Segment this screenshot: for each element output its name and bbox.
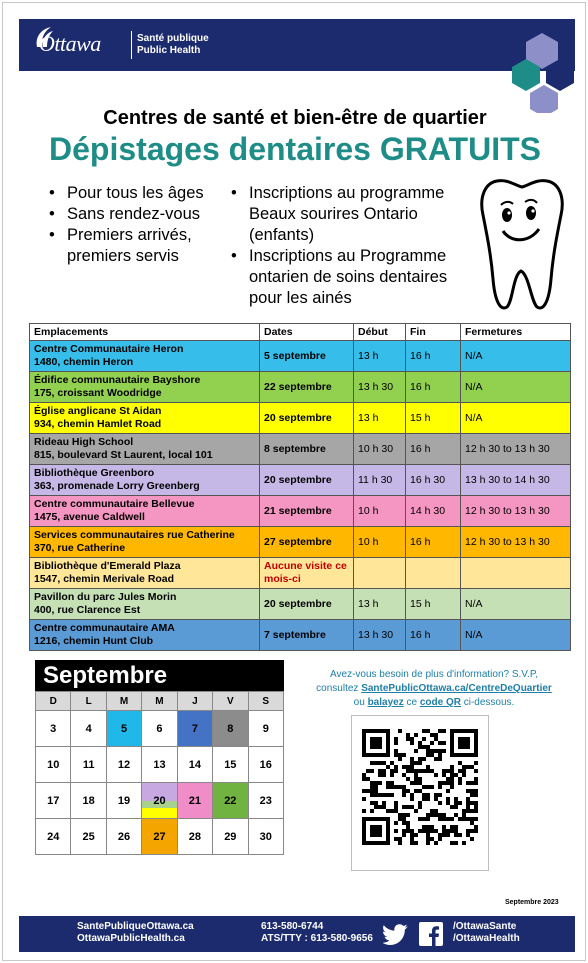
start-cell: 13 h 30: [354, 372, 406, 403]
location-cell: [30, 527, 260, 558]
table-header-row: [30, 324, 571, 341]
calendar-day: [106, 711, 141, 747]
footer-phones: [261, 921, 373, 945]
org-name: [137, 33, 209, 57]
calendar-body: [36, 711, 284, 855]
org-line-en: Public Health: [137, 45, 201, 56]
footer-social-fr[interactable]: /OttawaSante: [453, 921, 517, 932]
headline: Dépistages dentaires GRATUITS: [49, 131, 541, 167]
closures-cell: N/A: [461, 620, 571, 651]
calendar-day: [36, 819, 71, 855]
calendar-month-title: Septembre: [35, 660, 284, 691]
calendar: [35, 660, 284, 855]
table-row: [30, 372, 571, 403]
table-row: [30, 527, 571, 558]
calendar-day: [177, 747, 212, 783]
facebook-icon[interactable]: [419, 922, 443, 946]
weekday-label: J: [177, 692, 212, 711]
info-line-3: ou balayez ce code QR ci-dessous.: [353, 697, 515, 708]
location-address: 1475, avenue Caldwell: [34, 511, 145, 523]
calendar-week-row: [36, 783, 284, 819]
location-name: Centre communautaire AMA: [34, 622, 175, 634]
location-address: 1216, chemin Hunt Club: [34, 635, 154, 647]
location-cell: [30, 434, 260, 465]
date-cell: 8 septembre: [260, 434, 354, 465]
hexagon-decoration-icon: [508, 33, 576, 113]
location-name: Centre communautaire Bellevue: [34, 498, 195, 510]
calendar-day: [142, 783, 177, 819]
calendar-day-number: 3: [50, 722, 57, 735]
qr-code-frame: [351, 715, 489, 871]
calendar-day-number: 29: [224, 830, 237, 843]
footer-phone: 613-580-6744: [261, 921, 324, 932]
twitter-icon[interactable]: [383, 923, 409, 945]
table-row: [30, 341, 571, 372]
calendar-day-number: 18: [82, 794, 95, 807]
calendar-day: [106, 747, 141, 783]
calendar-day-number: 10: [47, 758, 60, 771]
end-cell: 16 h: [406, 527, 461, 558]
calendar-day-number: 24: [47, 830, 60, 843]
calendar-day: [248, 747, 283, 783]
date-cell: 20 septembre: [260, 589, 354, 620]
date-cell: 27 septembre: [260, 527, 354, 558]
calendar-day-number: 12: [117, 758, 131, 771]
footer-websites: [77, 921, 194, 945]
calendar-day: [142, 711, 177, 747]
location-cell: [30, 620, 260, 651]
calendar-day-number: 22: [224, 794, 237, 807]
location-address: 370, rue Catherine: [34, 542, 126, 554]
calendar-day-number: 30: [259, 830, 272, 843]
weekday-label: M: [142, 692, 177, 711]
location-cell: [30, 403, 260, 434]
footer-social-en[interactable]: /OttawaHealth: [453, 933, 520, 944]
calendar-day-number: 11: [82, 758, 95, 771]
location-address: 363, promenade Lorry Greenberg: [34, 480, 200, 492]
calendar-day: [106, 819, 141, 855]
calendar-day: [71, 819, 106, 855]
schedule-table: [29, 323, 571, 651]
calendar-grid: [35, 691, 284, 855]
column-header-locations: Emplacements: [30, 324, 260, 341]
closures-cell: 12 h 30 to 13 h 30: [461, 434, 571, 465]
calendar-day: [177, 711, 212, 747]
location-name: Bibliothèque d'Emerald Plaza: [34, 560, 181, 572]
calendar-day-number: 14: [188, 758, 202, 771]
closures-cell: 12 h 30 to 13 h 30: [461, 527, 571, 558]
start-cell: 13 h: [354, 589, 406, 620]
org-line-fr: Santé publique: [137, 33, 209, 44]
calendar-day-number: 17: [47, 794, 60, 807]
calendar-day: [36, 747, 71, 783]
closures-cell: N/A: [461, 403, 571, 434]
calendar-week-row: [36, 747, 284, 783]
end-cell: 16 h: [406, 341, 461, 372]
header-banner: [19, 19, 575, 71]
location-address: 934, chemin Hamlet Road: [34, 418, 162, 430]
column-header-closures: Fermetures: [461, 324, 571, 341]
calendar-day: [36, 711, 71, 747]
calendar-weekday-row: [36, 692, 284, 711]
location-address: 1547, chemin Merivale Road: [34, 573, 175, 585]
closures-cell: N/A: [461, 589, 571, 620]
page-title: Centres de santé et bien-être de quartier: [103, 107, 487, 129]
bullet-list-right: [229, 183, 469, 309]
calendar-day-number: 23: [259, 794, 272, 807]
weekday-label: L: [71, 692, 106, 711]
day-color-band: [142, 808, 176, 818]
location-name: Église anglicane St Aidan: [34, 405, 162, 417]
calendar-day-number: 9: [262, 722, 269, 735]
location-name: Bibliothèque Greenboro: [34, 467, 155, 479]
logo-divider: [131, 31, 132, 59]
location-name: Services communautaires rue Catherine: [34, 529, 235, 541]
start-cell: [354, 558, 406, 589]
closures-cell: 12 h 30 to 13 h 30: [461, 496, 571, 527]
location-name: Rideau High School: [34, 436, 134, 448]
date-cell: 5 septembre: [260, 341, 354, 372]
flyer-page: [2, 2, 586, 961]
calendar-day-number: 13: [153, 758, 166, 771]
info-line-1: Avez-vous besoin de plus d'information? S.V.P,: [330, 669, 538, 680]
closures-cell: 13 h 30 to 14 h 30: [461, 465, 571, 496]
info-line-2: consultez SantePublicOttawa.ca/CentreDeQuartier: [316, 683, 552, 694]
bullet-item: • Inscriptions au programme Beaux sourires Ontario (enfants): [229, 183, 469, 246]
end-cell: 16 h: [406, 434, 461, 465]
weekday-label: M: [106, 692, 141, 711]
end-cell: 16 h: [406, 372, 461, 403]
location-address: 175, croissant Woodridge: [34, 387, 162, 399]
calendar-day: [213, 783, 248, 819]
date-cell: 22 septembre: [260, 372, 354, 403]
start-cell: 13 h: [354, 341, 406, 372]
end-cell: 15 h: [406, 403, 461, 434]
footer-website-en[interactable]: OttawaPublicHealth.ca: [77, 933, 185, 944]
calendar-day-number: 5: [120, 722, 128, 735]
website-link[interactable]: SantePublicOttawa.ca/CentreDeQuartier: [361, 683, 552, 694]
calendar-day: [213, 711, 248, 747]
calendar-day: [142, 819, 177, 855]
calendar-day-number: 20: [153, 794, 166, 807]
calendar-day-number: 8: [227, 722, 234, 735]
calendar-day: [71, 783, 106, 819]
end-cell: 15 h: [406, 589, 461, 620]
end-cell: [406, 558, 461, 589]
footer-social-handles: [453, 921, 520, 945]
start-cell: 11 h 30: [354, 465, 406, 496]
location-name: Édifice communautaire Bayshore: [34, 374, 201, 386]
location-cell: [30, 372, 260, 403]
date-cell: 20 septembre: [260, 403, 354, 434]
calendar-day-number: 28: [188, 830, 202, 843]
smiling-tooth-icon: [477, 175, 567, 315]
location-cell: [30, 465, 260, 496]
ottawa-logo-text: Ottawa: [39, 31, 101, 56]
table-row: [30, 589, 571, 620]
footer-banner: [19, 916, 575, 952]
info-text: [299, 668, 569, 710]
calendar-day: [248, 819, 283, 855]
weekday-label: D: [36, 692, 71, 711]
date-cell: 21 septembre: [260, 496, 354, 527]
date-cell: Aucune visite ce mois-ci: [260, 558, 354, 589]
table-row: [30, 496, 571, 527]
calendar-day: [248, 711, 283, 747]
location-address: 1480, chemin Heron: [34, 356, 134, 368]
calendar-day: [213, 819, 248, 855]
start-cell: 13 h 30: [354, 620, 406, 651]
closures-cell: N/A: [461, 341, 571, 372]
bullet-item: • Premiers arrivés, premiers servis: [47, 225, 237, 267]
table-row: [30, 465, 571, 496]
calendar-day: [142, 747, 177, 783]
end-cell: 16 h 30: [406, 465, 461, 496]
column-header-start: Début: [354, 324, 406, 341]
calendar-day: [248, 783, 283, 819]
calendar-day: [36, 783, 71, 819]
closures-cell: N/A: [461, 372, 571, 403]
calendar-day-number: 25: [82, 830, 95, 843]
print-date: Septembre 2023: [505, 899, 559, 906]
calendar-day-number: 6: [156, 722, 163, 735]
start-cell: 10 h 30: [354, 434, 406, 465]
table-row: [30, 403, 571, 434]
calendar-week-row: [36, 711, 284, 747]
calendar-day-number: 26: [117, 830, 131, 843]
table-row: [30, 434, 571, 465]
qr-code-icon[interactable]: [362, 728, 478, 858]
calendar-day: [106, 783, 141, 819]
bullet-item: • Sans rendez-vous: [47, 204, 237, 225]
calendar-day-number: 21: [188, 794, 202, 807]
calendar-day: [71, 711, 106, 747]
table-row: [30, 620, 571, 651]
column-header-end: Fin: [406, 324, 461, 341]
weekday-label: S: [248, 692, 283, 711]
location-cell: [30, 496, 260, 527]
location-address: 400, rue Clarence Est: [34, 604, 141, 616]
calendar-week-row: [36, 819, 284, 855]
date-cell: 20 septembre: [260, 465, 354, 496]
start-cell: 13 h: [354, 403, 406, 434]
calendar-day: [177, 783, 212, 819]
calendar-day-number: 7: [191, 722, 198, 735]
bullet-list-left: [47, 183, 237, 267]
start-cell: 10 h: [354, 496, 406, 527]
calendar-day-number: 27: [153, 830, 166, 843]
location-name: Pavillon du parc Jules Morin: [34, 591, 177, 603]
end-cell: 14 h 30: [406, 496, 461, 527]
location-cell: [30, 589, 260, 620]
bullet-item: • Inscriptions au Programme ontarien de soins dentaires pour les ainés: [229, 246, 469, 309]
location-name: Centre Communautaire Heron: [34, 343, 184, 355]
column-header-dates: Dates: [260, 324, 354, 341]
location-address: 815, boulevard St Laurent, local 101: [34, 449, 213, 461]
weekday-label: V: [213, 692, 248, 711]
calendar-day-number: 19: [117, 794, 131, 807]
date-cell: 7 septembre: [260, 620, 354, 651]
end-cell: 16 h: [406, 620, 461, 651]
location-cell: [30, 341, 260, 372]
calendar-day: [71, 747, 106, 783]
footer-website-fr[interactable]: SantePubliqueOttawa.ca: [77, 921, 194, 932]
bullet-item: • Pour tous les âges: [47, 183, 237, 204]
table-row: [30, 558, 571, 589]
calendar-day-number: 4: [85, 722, 92, 735]
schedule-body: [30, 341, 571, 651]
calendar-day-number: 16: [259, 758, 272, 771]
calendar-day: [213, 747, 248, 783]
location-cell: [30, 558, 260, 589]
calendar-day: [177, 819, 212, 855]
calendar-day-number: 15: [224, 758, 237, 771]
closures-cell: [461, 558, 571, 589]
footer-tty: ATS/TTY : 613-580-9656: [261, 933, 373, 944]
start-cell: 10 h: [354, 527, 406, 558]
